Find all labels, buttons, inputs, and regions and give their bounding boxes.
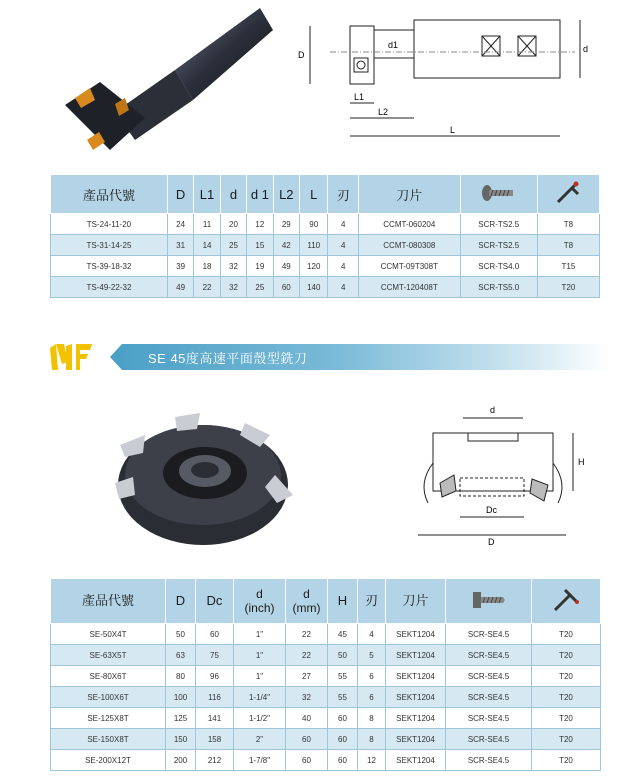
cell-model: SE-50X4T bbox=[51, 624, 166, 645]
cell-value: 100 bbox=[166, 687, 196, 708]
cell-screw: SCR-SE4.5 bbox=[446, 624, 532, 645]
cell-wrench: T20 bbox=[532, 687, 601, 708]
col-header-model: 產品代號 bbox=[51, 175, 168, 214]
cell-value: 60 bbox=[328, 729, 358, 750]
cell-model: SE-125X8T bbox=[51, 708, 166, 729]
cell-value: 18 bbox=[194, 256, 220, 277]
cell-value: 1-1/4" bbox=[234, 687, 286, 708]
dim-L-label: L bbox=[450, 125, 456, 135]
cell-model: TS-24-11-20 bbox=[51, 214, 168, 235]
cell-value: 12 bbox=[358, 750, 386, 771]
screw-icon bbox=[471, 588, 507, 612]
cell-value: 90 bbox=[300, 214, 328, 235]
torx-wrench-icon bbox=[554, 180, 582, 206]
cell-model: SE-200X12T bbox=[51, 750, 166, 771]
cell-value: 22 bbox=[286, 624, 328, 645]
cell-value: 1-7/8" bbox=[234, 750, 286, 771]
col-header-d-label: d bbox=[303, 587, 310, 601]
cell-insert: CCMT-09T308T bbox=[358, 256, 460, 277]
cell-value: 1" bbox=[234, 645, 286, 666]
dim-L2-label: L2 bbox=[378, 107, 389, 117]
cell-screw: SCR-SE4.5 bbox=[446, 645, 532, 666]
table-row bbox=[51, 750, 601, 771]
cell-value: 60 bbox=[286, 750, 328, 771]
cell-value: 19 bbox=[247, 256, 273, 277]
cell-value: 1" bbox=[234, 624, 286, 645]
cell-wrench: T20 bbox=[532, 708, 601, 729]
cell-value: 25 bbox=[247, 277, 273, 298]
cell-value: 20 bbox=[220, 214, 246, 235]
cell-value: 8 bbox=[358, 708, 386, 729]
cell-model: SE-63X5T bbox=[51, 645, 166, 666]
dim-d-label: d bbox=[583, 44, 589, 54]
cell-wrench: T20 bbox=[532, 645, 601, 666]
cell-value: 12 bbox=[247, 214, 273, 235]
cell-wrench: T20 bbox=[532, 750, 601, 771]
col-header-d-label: d bbox=[256, 587, 263, 601]
cell-wrench: T15 bbox=[537, 256, 599, 277]
cell-screw: SCR-TS4.0 bbox=[460, 256, 537, 277]
cell-value: 29 bbox=[273, 214, 299, 235]
col-header-model: 產品代號 bbox=[51, 579, 166, 624]
dim-H-label: H bbox=[578, 457, 585, 467]
col-header-L1: L1 bbox=[194, 175, 220, 214]
table-row bbox=[51, 687, 601, 708]
nf-logo-icon bbox=[50, 342, 94, 370]
cell-screw: SCR-SE4.5 bbox=[446, 729, 532, 750]
cell-insert: SEKT1204 bbox=[386, 645, 446, 666]
cell-insert: SEKT1204 bbox=[386, 729, 446, 750]
cell-screw: SCR-SE4.5 bbox=[446, 708, 532, 729]
cell-value: 4 bbox=[328, 256, 359, 277]
cell-wrench: T20 bbox=[532, 729, 601, 750]
table-row bbox=[51, 235, 600, 256]
cell-value: 50 bbox=[166, 624, 196, 645]
cell-model: SE-150X8T bbox=[51, 729, 166, 750]
cell-value: 55 bbox=[328, 666, 358, 687]
cell-insert: CCMT-080308 bbox=[358, 235, 460, 256]
cell-insert: SEKT1204 bbox=[386, 666, 446, 687]
col-header-flutes: 刃 bbox=[328, 175, 359, 214]
dim-D-label: D bbox=[488, 537, 495, 547]
cell-value: 39 bbox=[167, 256, 193, 277]
cell-value: 150 bbox=[166, 729, 196, 750]
col-header-insert: 刀片 bbox=[358, 175, 460, 214]
face-mill-drawing bbox=[398, 393, 598, 553]
cell-value: 15 bbox=[247, 235, 273, 256]
col-header-unit-mm: (mm) bbox=[292, 601, 321, 615]
cell-value: 25 bbox=[220, 235, 246, 256]
cell-value: 6 bbox=[358, 687, 386, 708]
cell-value: 22 bbox=[194, 277, 220, 298]
cell-value: 116 bbox=[196, 687, 234, 708]
cell-value: 40 bbox=[286, 708, 328, 729]
cell-value: 27 bbox=[286, 666, 328, 687]
cell-insert: SEKT1204 bbox=[386, 750, 446, 771]
cell-value: 45 bbox=[328, 624, 358, 645]
face-mill-photo bbox=[105, 405, 300, 555]
cell-value: 60 bbox=[328, 750, 358, 771]
cell-value: 24 bbox=[167, 214, 193, 235]
col-header-D: D bbox=[166, 579, 196, 624]
cell-screw: SCR-SE4.5 bbox=[446, 687, 532, 708]
cell-value: 110 bbox=[300, 235, 328, 256]
col-header-screw bbox=[446, 579, 532, 624]
cell-value: 141 bbox=[196, 708, 234, 729]
dim-d1-label: d1 bbox=[388, 40, 399, 50]
cell-value: 32 bbox=[286, 687, 328, 708]
col-header-insert: 刀片 bbox=[386, 579, 446, 624]
screw-icon bbox=[481, 182, 517, 204]
col-header-d-inch bbox=[234, 579, 286, 624]
col-header-L: L bbox=[300, 175, 328, 214]
dim-Dc-label: Dc bbox=[486, 505, 497, 515]
cell-model: SE-100X6T bbox=[51, 687, 166, 708]
cell-model: TS-39-18-32 bbox=[51, 256, 168, 277]
table-row bbox=[51, 256, 600, 277]
cell-insert: CCMT-060204 bbox=[358, 214, 460, 235]
cell-wrench: T20 bbox=[532, 666, 601, 687]
cell-value: 49 bbox=[167, 277, 193, 298]
cell-value: 32 bbox=[220, 277, 246, 298]
col-header-D: D bbox=[167, 175, 193, 214]
table-header-row bbox=[51, 175, 600, 214]
dim-d-label: d bbox=[490, 405, 496, 415]
table-row bbox=[51, 666, 601, 687]
col-header-d1: d 1 bbox=[247, 175, 273, 214]
table-header-row bbox=[51, 579, 601, 624]
cell-insert: SEKT1204 bbox=[386, 708, 446, 729]
col-header-d: d bbox=[220, 175, 246, 214]
cell-value: 60 bbox=[196, 624, 234, 645]
dim-D-label: D bbox=[298, 50, 305, 60]
cell-wrench: T8 bbox=[537, 235, 599, 256]
col-header-wrench bbox=[537, 175, 599, 214]
cell-value: 1-1/2" bbox=[234, 708, 286, 729]
col-header-wrench bbox=[532, 579, 601, 624]
cell-value: 212 bbox=[196, 750, 234, 771]
cell-wrench: T8 bbox=[537, 214, 599, 235]
cell-value: 200 bbox=[166, 750, 196, 771]
cell-screw: SCR-TS2.5 bbox=[460, 214, 537, 235]
cell-screw: SCR-SE4.5 bbox=[446, 750, 532, 771]
col-header-screw bbox=[460, 175, 537, 214]
cell-value: 55 bbox=[328, 687, 358, 708]
cell-insert: CCMT-120408T bbox=[358, 277, 460, 298]
cell-insert: SEKT1204 bbox=[386, 687, 446, 708]
col-header-unit-inch: (inch) bbox=[244, 601, 275, 615]
col-header-d-mm bbox=[286, 579, 328, 624]
cell-value: 75 bbox=[196, 645, 234, 666]
cell-value: 4 bbox=[328, 277, 359, 298]
cell-value: 8 bbox=[358, 729, 386, 750]
col-header-H: H bbox=[328, 579, 358, 624]
cell-value: 11 bbox=[194, 214, 220, 235]
cell-wrench: T20 bbox=[537, 277, 599, 298]
cell-value: 2" bbox=[234, 729, 286, 750]
cell-value: 14 bbox=[194, 235, 220, 256]
cell-value: 42 bbox=[273, 235, 299, 256]
section-title: SE 45度高速平面殼型銑刀 bbox=[148, 351, 308, 366]
cell-value: 158 bbox=[196, 729, 234, 750]
cell-screw: SCR-TS5.0 bbox=[460, 277, 537, 298]
cell-value: 6 bbox=[358, 666, 386, 687]
table-row bbox=[51, 214, 600, 235]
table-row bbox=[51, 645, 601, 666]
cell-value: 22 bbox=[286, 645, 328, 666]
cell-value: 32 bbox=[220, 256, 246, 277]
cell-value: 49 bbox=[273, 256, 299, 277]
cell-value: 125 bbox=[166, 708, 196, 729]
t-slot-cutter-drawing bbox=[290, 8, 590, 148]
cell-value: 4 bbox=[328, 235, 359, 256]
ts-spec-table bbox=[50, 174, 600, 298]
table-row bbox=[51, 624, 601, 645]
cell-value: 60 bbox=[273, 277, 299, 298]
table-row bbox=[51, 708, 601, 729]
cell-value: 60 bbox=[286, 729, 328, 750]
cell-screw: SCR-TS2.5 bbox=[460, 235, 537, 256]
cell-value: 140 bbox=[300, 277, 328, 298]
table-row bbox=[51, 277, 600, 298]
se-spec-table bbox=[50, 578, 601, 771]
cell-value: 96 bbox=[196, 666, 234, 687]
t-slot-cutter-photo bbox=[55, 0, 285, 160]
table-row bbox=[51, 729, 601, 750]
cell-model: TS-49-22-32 bbox=[51, 277, 168, 298]
torx-wrench-icon bbox=[551, 586, 581, 614]
cell-value: 5 bbox=[358, 645, 386, 666]
cell-model: SE-80X6T bbox=[51, 666, 166, 687]
cell-insert: SEKT1204 bbox=[386, 624, 446, 645]
cell-value: 4 bbox=[358, 624, 386, 645]
dim-L1-label: L1 bbox=[354, 92, 365, 102]
cell-value: 63 bbox=[166, 645, 196, 666]
cell-value: 80 bbox=[166, 666, 196, 687]
cell-value: 60 bbox=[328, 708, 358, 729]
cell-wrench: T20 bbox=[532, 624, 601, 645]
cell-value: 1" bbox=[234, 666, 286, 687]
col-header-Dc: Dc bbox=[196, 579, 234, 624]
cell-value: 4 bbox=[328, 214, 359, 235]
cell-screw: SCR-SE4.5 bbox=[446, 666, 532, 687]
cell-value: 120 bbox=[300, 256, 328, 277]
cell-value: 31 bbox=[167, 235, 193, 256]
cell-model: TS-31-14-25 bbox=[51, 235, 168, 256]
col-header-flutes: 刃 bbox=[358, 579, 386, 624]
cell-value: 50 bbox=[328, 645, 358, 666]
col-header-L2: L2 bbox=[273, 175, 299, 214]
